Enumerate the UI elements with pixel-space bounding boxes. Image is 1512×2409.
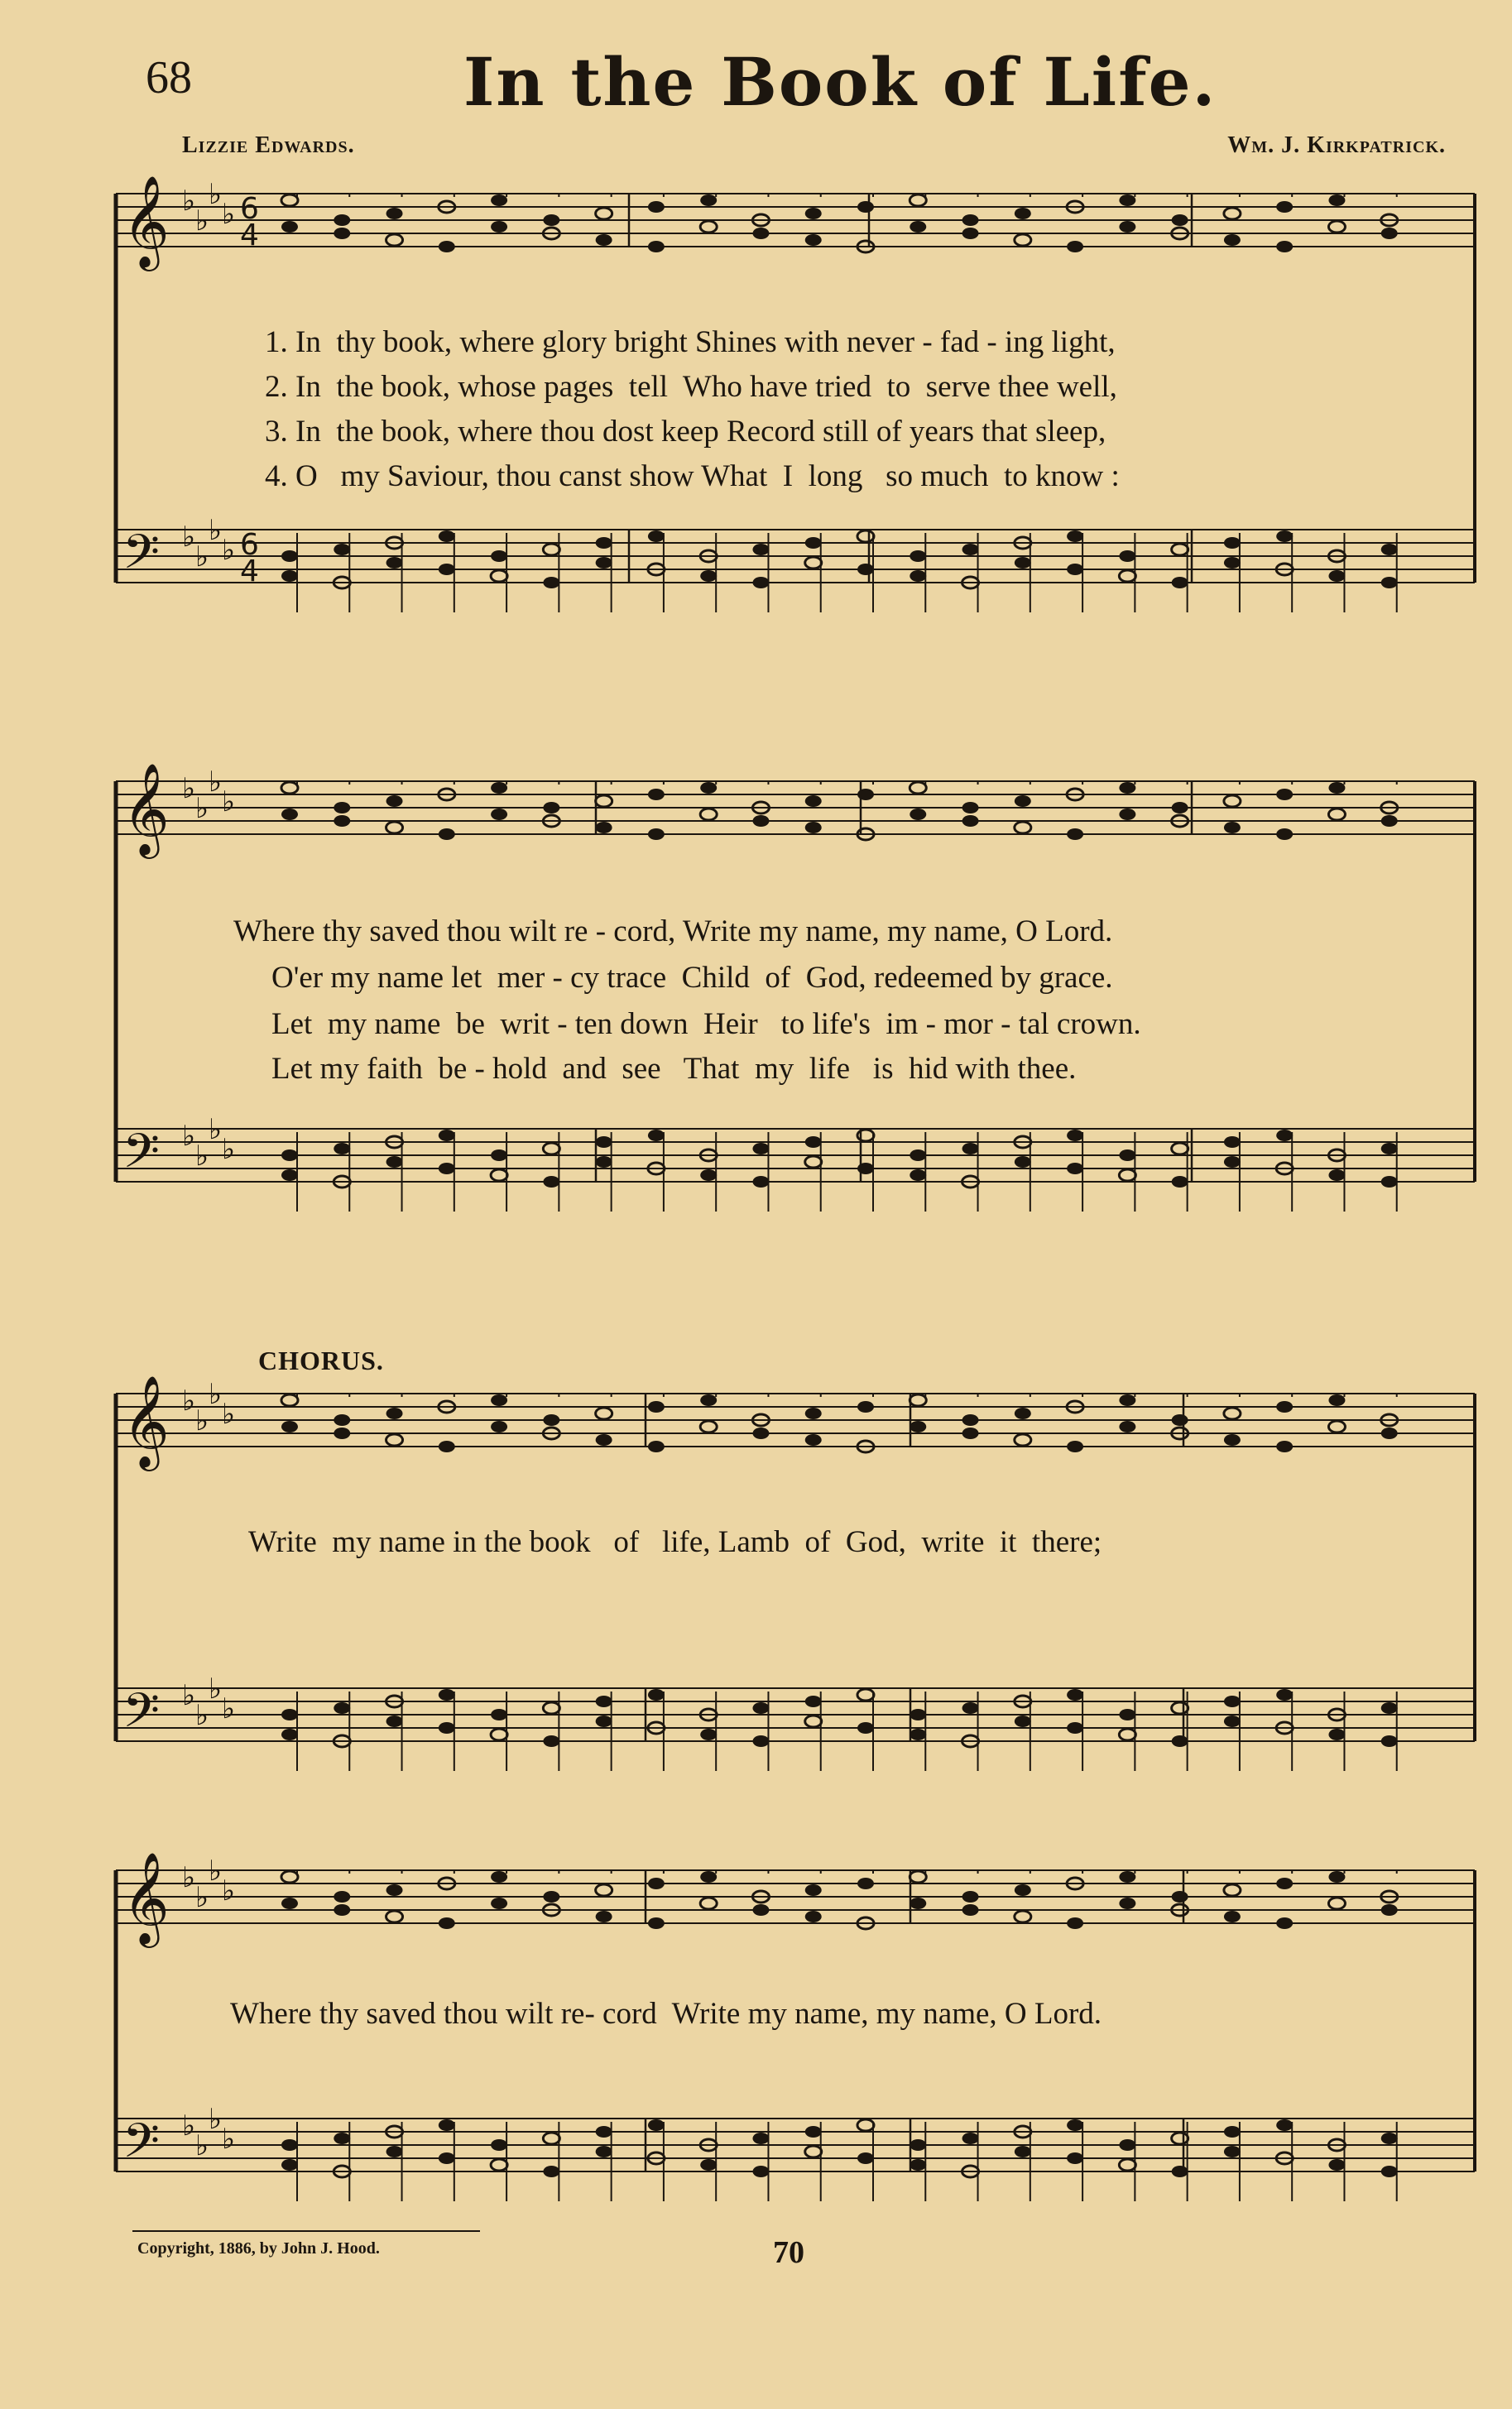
svg-text:♭: ♭	[195, 1699, 209, 1732]
svg-text:♭: ♭	[182, 185, 196, 218]
svg-text:♭: ♭	[182, 1120, 196, 1153]
svg-text:♭: ♭	[209, 1378, 223, 1411]
svg-text:♭: ♭	[222, 1398, 236, 1431]
svg-text:𝄞: 𝄞	[122, 1375, 170, 1467]
svg-text:𝄢: 𝄢	[122, 2113, 161, 2181]
hymn-number: 68	[146, 52, 192, 103]
svg-text:♭: ♭	[195, 792, 209, 825]
chorus-label: CHORUS.	[258, 1346, 384, 1375]
svg-text:6: 6	[240, 528, 259, 562]
svg-text:♭: ♭	[182, 1679, 196, 1712]
svg-text:♭: ♭	[222, 198, 236, 231]
copyright-notice: Copyright, 1886, by John J. Hood.	[137, 2239, 380, 2258]
svg-text:𝄢: 𝄢	[122, 524, 161, 592]
svg-text:♭: ♭	[195, 204, 209, 238]
refrain-line-1: Where thy saved thou wilt re - cord, Write my name, my name, O Lord.	[233, 914, 1113, 948]
svg-text:♭: ♭	[222, 785, 236, 818]
verse-line-3: 3. In the book, where thou dost keep Record still of years that sleep,	[265, 415, 1106, 449]
svg-text:♭: ♭	[222, 1692, 236, 1725]
svg-text:♭: ♭	[195, 1881, 209, 1914]
svg-text:4: 4	[240, 554, 259, 588]
svg-text:♭: ♭	[209, 178, 223, 211]
svg-text:♭: ♭	[209, 1855, 223, 1888]
svg-text:♭: ♭	[222, 1874, 236, 1908]
chorus-line-2: Where thy saved thou wilt re- cord Write my name, my name, O Lord.	[230, 1997, 1102, 2031]
svg-text:♭: ♭	[222, 2123, 236, 2156]
svg-text:6: 6	[240, 192, 259, 226]
svg-text:𝄞: 𝄞	[122, 762, 170, 855]
page-number: 70	[773, 2235, 804, 2270]
svg-text:♭: ♭	[182, 521, 196, 554]
svg-text:𝄞: 𝄞	[122, 1851, 170, 1944]
svg-text:♭: ♭	[182, 1384, 196, 1418]
verse-line-2: 2. In the book, whose pages tell Who have tried to serve thee well,	[265, 370, 1117, 404]
svg-text:♭: ♭	[182, 2109, 196, 2143]
refrain-line-4: Let my faith be - hold and see That my life is hid with thee.	[271, 1052, 1077, 1086]
refrain-line-2: O'er my name let mer - cy trace Child of God, redeemed by grace.	[271, 961, 1113, 995]
verse-line-4: 4. O my Saviour, thou canst show What I long so much to know :	[265, 459, 1120, 493]
svg-text:♭: ♭	[195, 1404, 209, 1437]
svg-text:♭: ♭	[195, 540, 209, 573]
svg-text:♭: ♭	[222, 534, 236, 567]
svg-text:♭: ♭	[182, 1861, 196, 1894]
svg-text:♭: ♭	[209, 1672, 223, 1706]
svg-text:♭: ♭	[209, 2103, 223, 2136]
chorus-line-1: Write my name in the book of life, Lamb of God, write it there;	[248, 1525, 1102, 1559]
svg-text:♭: ♭	[222, 1133, 236, 1166]
hymn-title: In the Book of Life.	[463, 43, 1217, 121]
svg-text:4: 4	[240, 218, 259, 252]
svg-text:𝄢: 𝄢	[122, 1682, 161, 1750]
svg-text:♭: ♭	[195, 2129, 209, 2162]
svg-text:♭: ♭	[209, 765, 223, 799]
svg-text:♭: ♭	[182, 772, 196, 805]
composer-credit: Wm. J. Kirkpatrick.	[1227, 132, 1446, 158]
svg-text:𝄞: 𝄞	[122, 175, 170, 267]
svg-text:♭: ♭	[209, 1113, 223, 1146]
svg-text:♭: ♭	[209, 514, 223, 547]
verse-line-1: 1. In thy book, where glory bright Shines with never - fad - ing light,	[265, 325, 1116, 359]
lyricist-credit: Lizzie Edwards.	[182, 132, 355, 158]
svg-text:♭: ♭	[195, 1140, 209, 1173]
svg-text:𝄢: 𝄢	[122, 1123, 161, 1191]
refrain-line-3: Let my name be writ - ten down Heir to life's im - mor - tal crown.	[271, 1007, 1141, 1041]
